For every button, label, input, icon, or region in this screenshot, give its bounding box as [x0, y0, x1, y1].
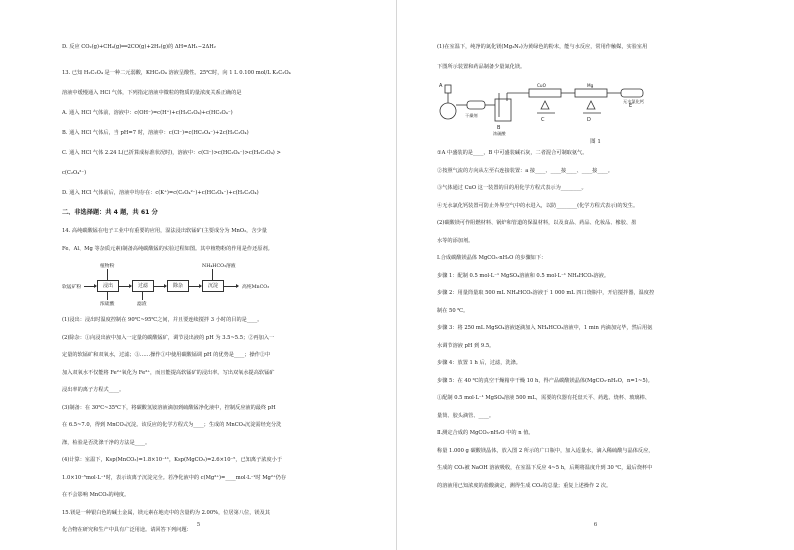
text-line: 下图所示装置和药品制备少量氮化镁。: [437, 64, 526, 70]
text-line: ①配制 0.5 mol·L⁻¹ MgSO₄溶液 500 mL，需要的仪器有托盘天平、药匙、烧杯、玻璃棒、: [437, 395, 650, 401]
label-b: B: [497, 125, 501, 131]
process-flow-diagram: [62, 260, 333, 308]
flask-shape: [440, 103, 456, 119]
text-line: (1)在室温下，纯净的氮化镁(Mg₃N₂)为黄绿色的粉末，能与水反应，常用作触媒，实验室用: [437, 44, 648, 50]
text-line: 15.镁是一种银白色的碱土金属，镁元素在地壳中的含量约为 2.00%，位居第八位，镁及其: [62, 509, 270, 516]
text-line: 水等的添加剂。: [437, 237, 474, 244]
flow-arrow: [154, 286, 166, 287]
text-line: 溶液中缓慢通入 HCl 气体，下列指定溶液中微粒的物质的量浓度关系正确的是: [62, 90, 242, 96]
text-line: 在 6.5~7.0，得到 MnCO₃沉淀。该反应的化学方程式为____；生成的 MnCO₃沉淀需经充分洗: [62, 422, 282, 428]
text-line: C. 通入 HCl 气体 2.24 L(已折算成标准状况时)，溶液中：c(Cl⁻)>c(HC₂O₄⁻)>c(H₂C₂O₄) >: [62, 150, 281, 156]
text-line: 制在 50 ℃。: [437, 307, 469, 314]
text-line: 步骤 1：配制 0.5 mol·L⁻¹ MgSO₄溶液和 0.5 mol·L⁻¹ NH₄HCO₃溶液。: [437, 272, 610, 279]
left-column: [0, 37, 397, 540]
flow-arrow: [119, 286, 131, 287]
page-number: 5: [196, 522, 201, 528]
flow-arrow: [142, 292, 143, 300]
label-d: D: [587, 117, 591, 123]
section-heading: 二、非选择题：共 4 题，共 61 分: [62, 209, 158, 216]
text-line: (4)计算：室温下，Ksp(MnCO₃)=1.8×10⁻¹¹，Ksp(MgCO₃)=2.6×10⁻⁵，已知离子浓度小于: [62, 457, 283, 463]
burner-shape: [587, 101, 595, 109]
sub-heading: Ⅱ.测定合成的 MgCO₃·nH₂O 中的 n 值。: [437, 430, 534, 436]
flow-arrow: [107, 269, 108, 280]
text-line: 生成的 CO₂被 NaOH 溶液吸收，在室温下反应 4~5 h，后期将温度升到 30 ℃，最后烧杯中: [437, 465, 653, 471]
flow-arrow: [212, 269, 213, 280]
text-line: 化合物在研究和生产中具有广泛用途。请回答下列问题：: [62, 527, 192, 533]
text-line: 13. 已知 H₂C₂O₄ 是一种二元弱酸，KHC₂O₄ 溶液呈酸性。25℃时，向 1 L 0.100 mol/L K₂C₂O₄: [62, 70, 291, 76]
text-line: 定量的软锰矿和双氧水，过滤；③……操作①中使用碳酸锰调 pH 的优势是____；操作②中: [62, 352, 271, 358]
text-line: 步骤 3：将 250 mL MgSO₄溶液逐滴加入 NH₄HCO₃溶液中，1 min 内滴加完毕，然后用氨: [437, 325, 653, 331]
label-reagent: 浓硫酸: [493, 131, 506, 136]
figure-caption: 图 1: [590, 139, 601, 145]
text-line: A. 通入 HCl 气体前，溶液中：c(OH⁻)=c(H⁺)+c(H₂C₂O₄)+c(HC₂O₄⁻): [62, 110, 233, 116]
text-line: 步骤 2：用量筒量取 500 mL NH₄HCO₃溶液于 1 000 mL 四口烧瓶中，开启搅拌器，温度控: [437, 290, 655, 296]
text-line: (2)碳酸镁可作阻燃材料、锅炉和管道的保温材料，以及食品、药品、化妆品、橡胶、墨: [437, 220, 637, 226]
flow-box-leach: 浸出: [97, 280, 119, 292]
text-line: 步骤 5：在 40 ℃的真空干燥箱中干燥 10 h，得产品碳酸镁晶体(MgCO₃·nH₂O，n=1~5)。: [437, 377, 653, 384]
dropping-funnel-shape: [445, 85, 451, 93]
text-line: 量筒、胶头滴管、____。: [437, 412, 495, 419]
flow-arrow: [107, 292, 108, 300]
flow-reagent-top: NH₄HCO₃溶液: [202, 264, 236, 269]
flow-reagent-top: 植物粉: [100, 264, 115, 269]
text-line: Fe、Al、Mg 等杂质元素)制备高纯碳酸锰的实验过程如图。其中植物粉的作用是作还原剂。: [62, 245, 273, 252]
label-absorbent: 无水氯化钙: [623, 99, 644, 104]
text-line: 的溶液用已知浓度的盐酸滴定，测得生成 CO₂的总量；重复上述操作 2 次。: [437, 482, 612, 489]
reaction-tube-shape: [529, 89, 561, 97]
flow-arrow: [84, 286, 96, 287]
flow-input-label: 软锰矿粉: [62, 285, 82, 290]
flow-box-purify: 除杂: [167, 280, 189, 292]
text-line: D. 通入 HCl 气体前后，溶液中均存在：c(K⁺)=c(C₂O₄²⁻)+c(HC₂O₄⁻)+c(H₂C₂O₄): [62, 190, 259, 196]
text-line: ①A 中盛装的是____，B 中可盛装碱石灰，二者混合可制取氨气。: [437, 150, 588, 156]
flow-box-filter: 过滤: [132, 280, 154, 292]
text-line: (3)制备：在 30℃~35℃下，将碳酸氢铵溶液滴加到硫酸锰净化液中，控制反应液的最终 pH: [62, 404, 276, 411]
apparatus-drawing: [437, 79, 687, 137]
text-line: ②按照气流的方向从左至右连接装置：a 接____、____接____、____接____。: [437, 167, 613, 174]
text-line: 步骤 4：放置 1 h 后，过滤，洗涤。: [437, 360, 521, 366]
text-line: (2)除杂：①向浸出液中加入一定量的碳酸锰矿，调节浸出液的 pH 为 3.5~5.5；②再加入一: [62, 334, 275, 341]
label-cuo: CuO: [537, 83, 546, 88]
drying-tube-shape: [467, 101, 485, 109]
text-line: (1)浸出：浸出时温度控制在 90℃~95℃之间，并且要连续搅拌 3 小时的目的是____。: [62, 317, 263, 323]
flow-residue-label: 滤渣: [137, 302, 147, 307]
apparatus-figure: [437, 79, 754, 145]
text-line: 涤，检验是否洗涤干净的方法是____。: [62, 439, 151, 446]
page-number: 6: [593, 522, 598, 528]
text-line: 浸出率的离子方程式____。: [62, 387, 125, 393]
text-line: 1.0×10⁻⁵mol·L⁻¹时，表示该离子沉淀完全。若净化液中的 c(Mg²⁺)=____mol·L⁻¹时 Mg²⁺仍存: [62, 474, 287, 481]
label-desiccant: 干燥剂: [465, 113, 478, 118]
label-mg: Mg: [587, 83, 594, 88]
burner-shape: [541, 101, 549, 109]
flow-arrow: [189, 286, 201, 287]
label-e: E: [629, 103, 633, 109]
text-line: B. 通入 HCl 气体后，当 pH=7 时，溶液中：c(Cl⁻)=c(HC₂O₄⁻)+2c(H₂C₂O₄): [62, 130, 249, 136]
flow-output-label: 高纯MnCO₃: [242, 285, 270, 290]
reaction-tube-shape: [575, 89, 607, 97]
text-line: ③气体通过 CuO 这一装置的目的用化学方程式表示为________。: [437, 185, 587, 191]
label-a: A: [439, 83, 443, 89]
text-line: 水调节溶液 pH 到 9.5。: [437, 342, 495, 349]
flow-arrow: [224, 286, 238, 287]
wash-bottle-shape: [495, 99, 511, 121]
text-line: ④无水氯化钙装置可防止外界空气中的水进入，以防________(化学方程式表示)的发生。: [437, 202, 639, 209]
text-line: 14. 高纯碳酸锰在电子工业中有重要的应用，湿法浸出软锰矿(主要成分为 MnO₂，含少量: [62, 228, 267, 234]
text-line: D. 反应 CO₂(g)+CH₄(g)══2CO(g)+2H₂(g)的 ΔH=ΔH₁−2ΔH₂: [62, 44, 216, 50]
text-line: c(C₂O₄²⁻): [62, 170, 87, 176]
sub-heading: Ⅰ.合成碳酸镁晶体 MgCO₃·nH₂O 的步骤如下：: [437, 255, 547, 261]
exam-page-right: [397, 0, 794, 550]
text-line: 加入双氧水不仅能将 Fe²⁺氧化为 Fe³⁺，而且能提高软锰矿的浸出率。写出双氧水提高软锰矿: [62, 369, 275, 376]
flow-reagent-bottom: 浓硫酸: [100, 302, 115, 307]
drying-tube-shape: [621, 89, 643, 97]
right-column: [397, 37, 794, 495]
flow-box-precipitate: 沉淀: [202, 280, 224, 292]
text-line: 在不会影响 MnCO₃的纯度。: [62, 492, 130, 498]
text-line: 称量 1.000 g 碳酸镁晶体，放入图 2 所示的广口瓶中，加入适量水，滴入稀硫酸与晶体反应，: [437, 447, 654, 454]
label-c: C: [541, 117, 545, 123]
